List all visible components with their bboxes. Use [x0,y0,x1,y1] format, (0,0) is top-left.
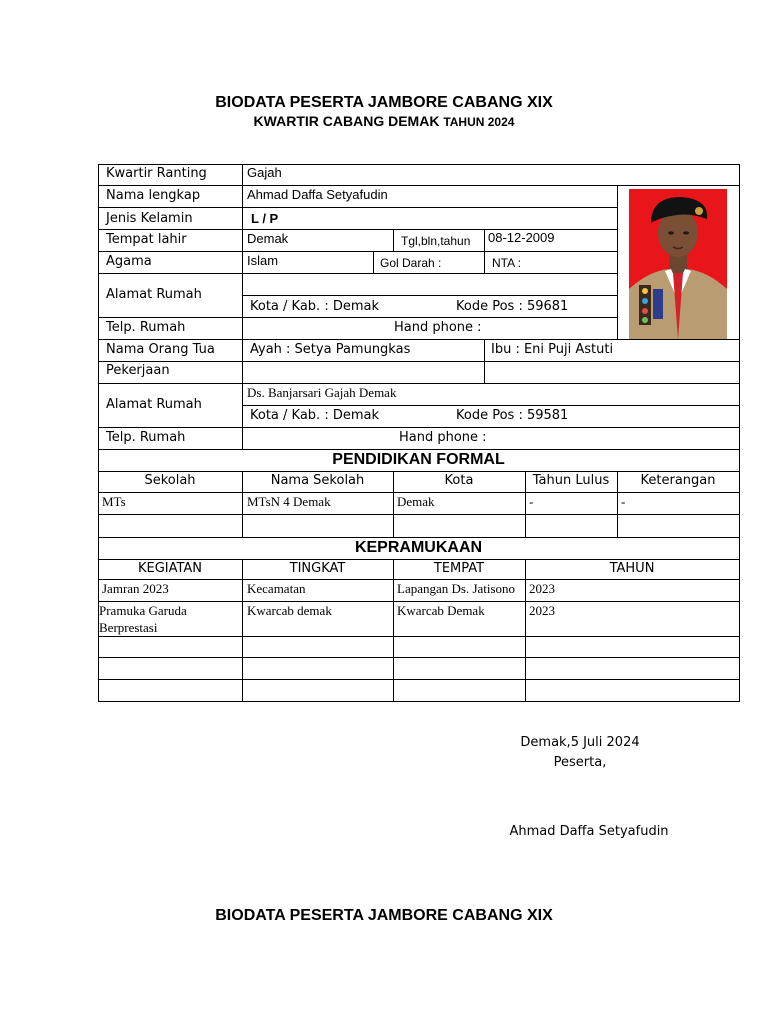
hand-phone-label: Hand phone : [394,320,482,335]
pekerjaan-label: Pekerjaan [106,363,170,378]
jenis-kelamin-value: L / P [251,211,279,226]
pendidikan-header-kota: Kota [444,473,474,488]
kepramukaan-header-tahun: TAHUN [609,561,655,576]
tahun-cell-1: 2023 [529,581,555,596]
tempat-cell-1: Lapangan Ds. Jatisono [397,581,516,596]
kegiatan-cell-2-line2: Berprestasi [99,620,158,635]
kota-ortu-label: Kota / Kab. : Demak [250,408,379,423]
subtitle-main: KWARTIR CABANG DEMAK [253,113,444,129]
agama-label: Agama [106,254,152,269]
tahun-cell-2: 2023 [529,603,555,618]
signature-role: Peserta, [553,755,607,770]
tempat-cell-2: Kwarcab Demak [397,603,485,618]
signature-place-date: Demak,5 Juli 2024 [520,735,640,750]
kepramukaan-title: KEPRAMUKAAN [354,539,483,556]
tempat-lahir-label: Tempat lahir [106,232,187,247]
tgl-label: Tgl,bln,tahun [401,234,471,248]
document-title: BIODATA PESERTA JAMBORE CABANG XIX [215,94,553,111]
ayah-value: Ayah : Setya Pamungkas [250,342,411,357]
kode-pos-ortu-label: Kode Pos : 59581 [456,408,569,423]
subtitle-year: TAHUN 2024 [443,115,515,129]
kode-pos-label: Kode Pos : 59681 [456,299,569,314]
participant-photo [629,189,727,339]
tempat-lahir-value: Demak [247,231,289,246]
pendidikan-cell-nama-sekolah: MTsN 4 Demak [247,494,331,509]
nta-label: NTA : [492,256,522,270]
pendidikan-cell-tahun-lulus: - [529,494,534,509]
kwartir-ranting-value: Gajah [247,165,282,180]
nama-value: Ahmad Daffa Setyafudin [247,187,388,202]
tgl-value: 08-12-2009 [488,230,555,245]
kepramukaan-header-kegiatan: KEGIATAN [137,561,203,576]
telp-ortu-label: Telp. Rumah [106,430,186,445]
kepramukaan-header-tingkat: TINGKAT [289,561,346,576]
nama-orang-tua-label: Nama Orang Tua [106,342,215,357]
alamat-ortu-value: Ds. Banjarsari Gajah Demak [247,385,397,400]
kwartir-ranting-label: Kwartir Ranting [106,166,207,181]
telp-label: Telp. Rumah [106,320,186,335]
pendidikan-cell-kota: Demak [397,494,435,509]
alamat-ortu-label: Alamat Rumah [106,397,202,412]
signature-name: Ahmad Daffa Setyafudin [509,824,669,839]
gol-darah-label: Gol Darah : [380,256,442,270]
hand-phone-ortu-label: Hand phone : [399,430,487,445]
nama-label: Nama lengkap [106,188,201,203]
agama-value: Islam [247,253,279,268]
kepramukaan-header-tempat: TEMPAT [433,561,485,576]
tingkat-cell-2: Kwarcab demak [247,603,332,618]
jenis-kelamin-label: Jenis Kelamin [106,211,193,226]
pendidikan-cell-keterangan: - [621,494,626,509]
kegiatan-cell-1: Jamran 2023 [102,581,169,596]
pendidikan-header-keterangan: Keterangan [640,473,716,488]
pendidikan-header-sekolah: Sekolah [144,473,196,488]
ibu-value: Ibu : Eni Puji Astuti [491,342,614,357]
alamat-label: Alamat Rumah [106,287,202,302]
kegiatan-cell-2: Pramuka Garuda [99,603,187,618]
pendidikan-title: PENDIDIKAN FORMAL [332,451,505,468]
pendidikan-header-nama-sekolah: Nama Sekolah [270,473,365,488]
tingkat-cell-1: Kecamatan [247,581,306,596]
kota-label: Kota / Kab. : Demak [250,299,379,314]
next-page-title: BIODATA PESERTA JAMBORE CABANG XIX [215,907,553,924]
pendidikan-cell-sekolah: MTs [102,494,126,509]
pendidikan-header-tahun-lulus: Tahun Lulus [532,473,610,488]
